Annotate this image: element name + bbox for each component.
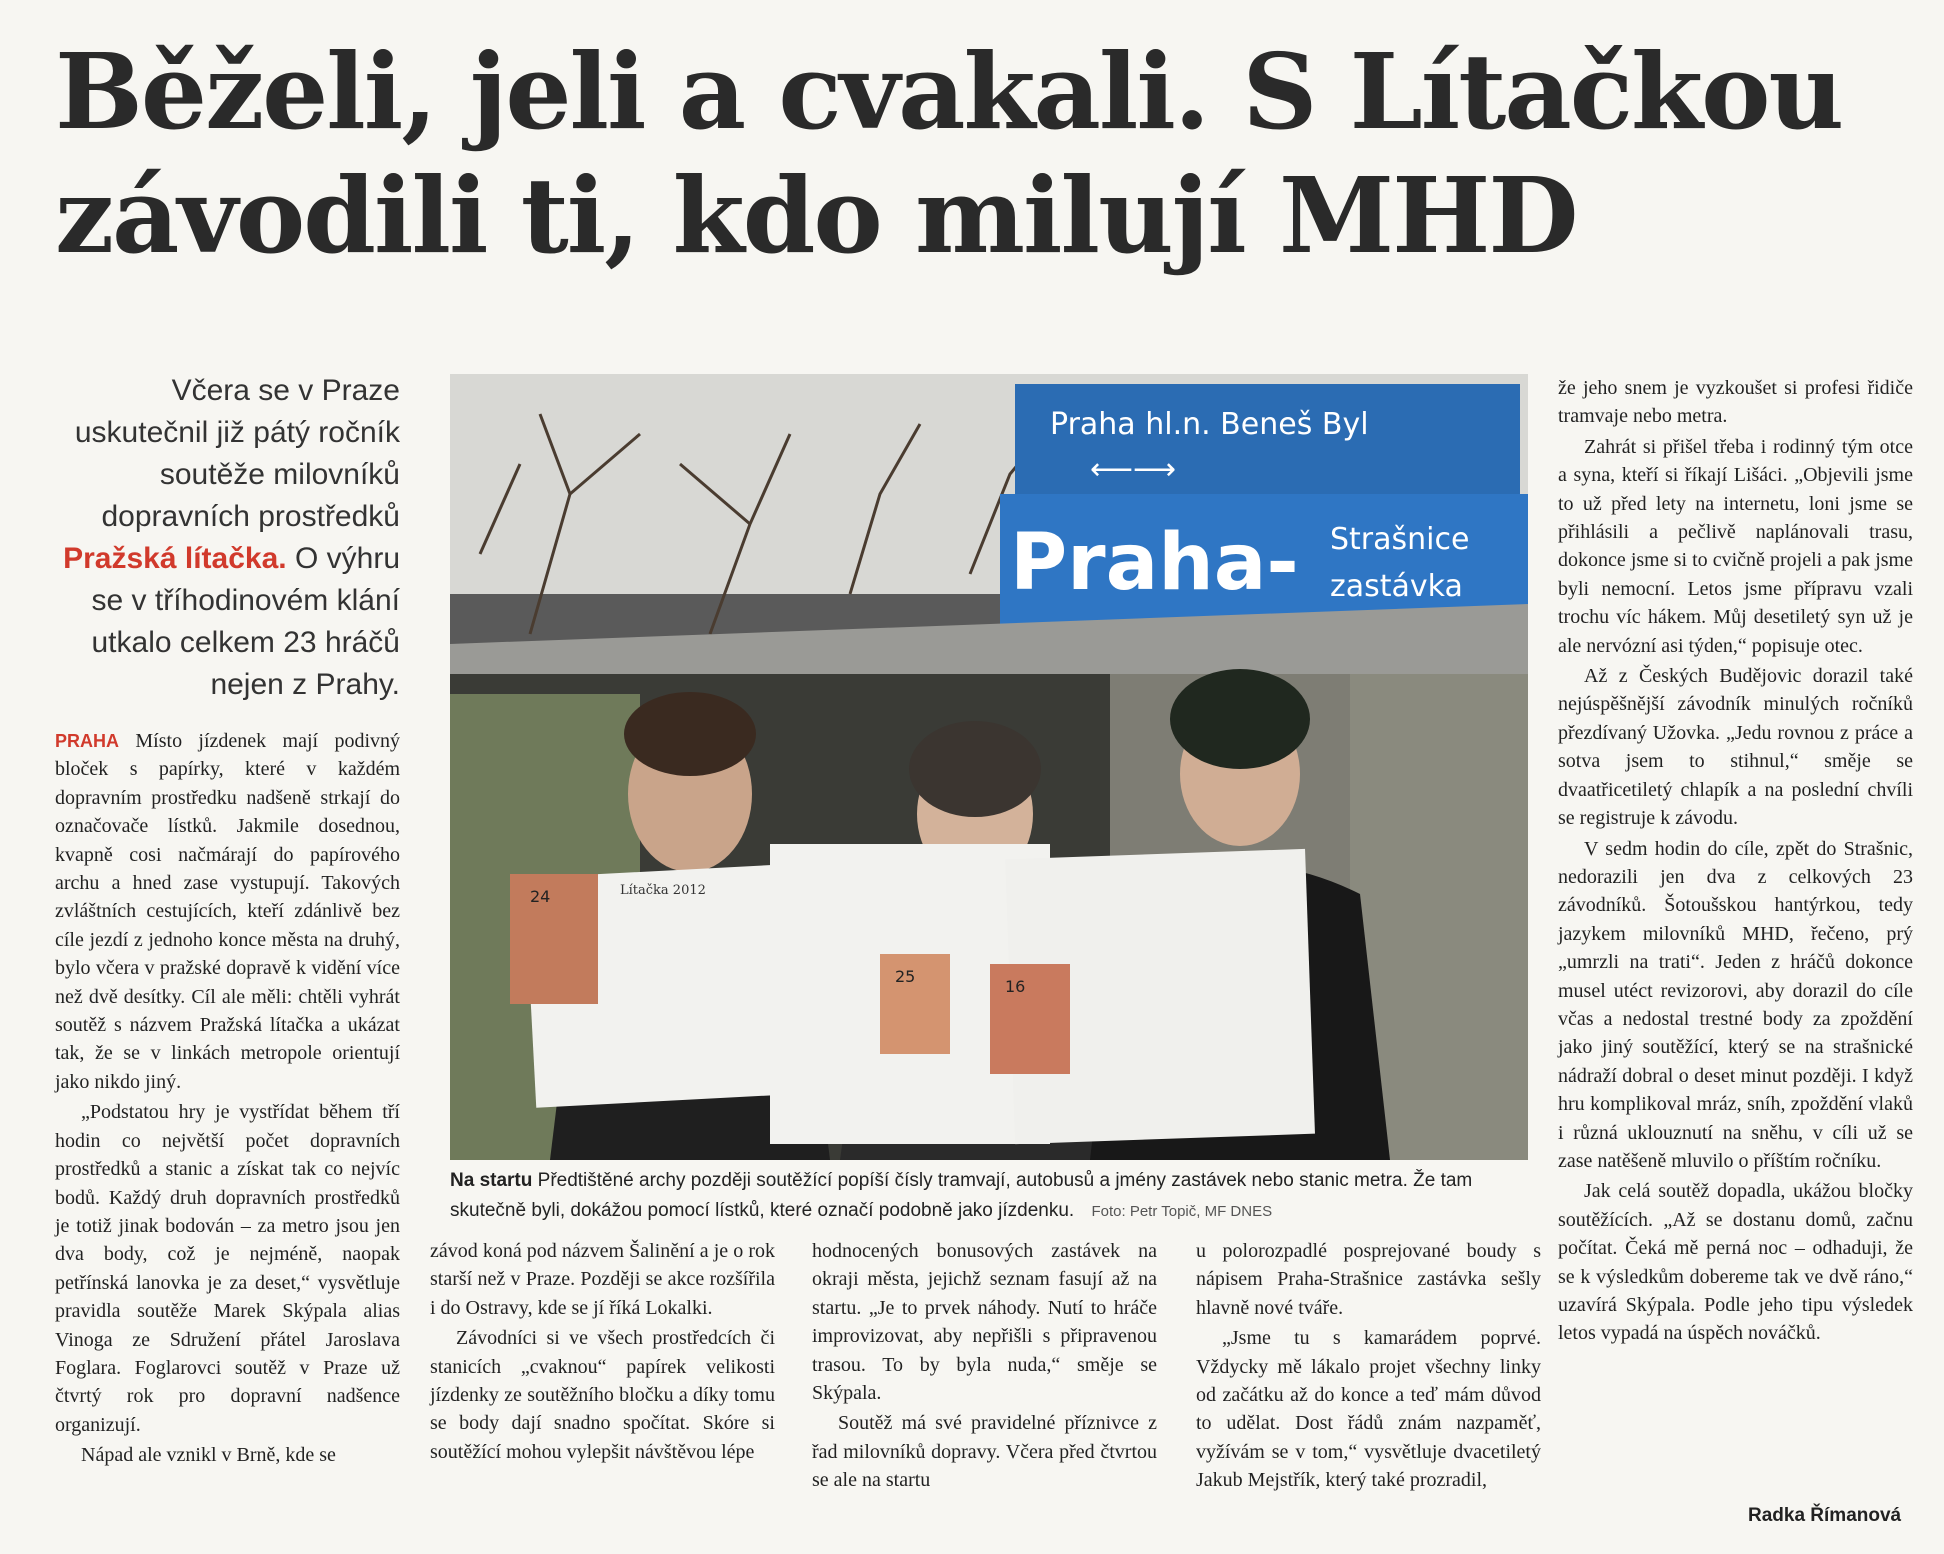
svg-text:Lítačka 2012: Lítačka 2012 — [620, 883, 706, 898]
paragraph: „Podstatou hry je vystřídat během tří hodin co největší počet dopravních prostředků a stanic a získat tak co nejvíc bodů. Každý druh dopravních prostředků je totiž jinak bodován – za metro jsou jen dva body, což je nejméně, naopak petřínská lanovka je za deset,“ vysvětluje pravidla soutěže Marek Skýpala alias Vinoga ze Sdružení přátel Jaroslava Foglara. Foglarovci soutěž v Praze už čtvrtý rok pro dopravní nadšence organizují. — [55, 1101, 400, 1436]
photo-caption — [450, 1166, 1528, 1227]
ticket-right — [990, 964, 1070, 1074]
svg-text:Strašnice: Strašnice — [1330, 522, 1470, 557]
photo-credit: Foto: Petr Topič, MF DNES — [1091, 1203, 1273, 1220]
svg-text:24: 24 — [530, 887, 551, 906]
paragraph: že jeho snem je vyzkoušet si profesi řidiče tramvaje nebo metra. — [1558, 377, 1913, 428]
caption-text: Předtištěné archy později soutěžící popíší čísly tramvají, autobusů a jmény zastávek nebo stanic metra. Že tam skutečně byli, dokážou pomocí lístků, které označí podobně jako jízdenku. — [450, 1170, 1473, 1221]
headline-line-1: Běželi, jeli a cvakali. S Lítačkou — [55, 30, 1843, 153]
paragraph: u polorozpadlé posprejované boudy s nápisem Praha-Strašnice zastávka sešly hlavně nové tváře. — [1196, 1240, 1541, 1319]
lead-text-1: Včera se v Praze uskutečnil již pátý ročník soutěže milovníků dopravních prostředků — [74, 374, 400, 533]
ticket-left — [510, 874, 598, 1004]
paragraph: V sedm hodin do cíle, zpět do Strašnic, nedorazili jen dva z celkových 23 závodníků. Šotoušskou hantýrkou, tedy jazykem milovníků MHD, řečeno, prý „umrzli na trati“. Jeden z hráčů dokonce musel utéct revizorovi, aby dorazil do cíle včas a nedostal trestné body za zpoždění jako jiný soutěžící, který se na strašnické nádraží dobral o deset minut později. I když hru komplikoval mráz, sníh, zpoždění vlaků i různá uklouznutí na sněhu, v cíli už se zase natěšeně mluvilo o příštím ročníku. — [1558, 837, 1913, 1172]
author-signature: Radka Římanová — [1748, 1505, 1902, 1526]
paragraph: Zahrát si přišel třeba i rodinný tým otce a syna, kteří si říkají Lišáci. „Objevili jsme to už před lety na internetu, loni jsme se přihlásili a pečlivě naplánovali trasu, dokonce jsme si to cvičně projeli a pak jsme byli nemocní. Letos jsme přípravu vzali trochu víc hákem. Můj desetiletý syn už je ale nervózní asi týden,“ popisuje otec. — [1558, 435, 1913, 657]
article-column-3 — [812, 1237, 1157, 1497]
paragraph: PRAHA Místo jízdenek mají podivný bloček s papírky, které v každém dopravním prostředku nadšeně strkají do označovače lístků. Jakmile dosednou, kvapně cosi načmárají do papírového archu a hned zase vystupují. Takových zvláštních cestujících, kteří zdánlivě bez cíle jezdí z jednoho konce města na druhý, bylo včera v pražské dopravě k vidění více než dvě desítky. Cíl ale měli: chtěli vyhrát soutěž s názvem Pražská lítačka a ukázat tak, že se v linkách metropole orientují jako nikdo jiný. — [55, 730, 401, 1093]
sign-lower-text: Praha- — [1010, 518, 1299, 608]
headline — [55, 30, 1905, 278]
svg-text:16: 16 — [1005, 977, 1026, 996]
article-column-2 — [430, 1237, 775, 1468]
svg-text:⟵⟶: ⟵⟶ — [1090, 452, 1177, 487]
lead-highlight: Pražská lítačka. — [63, 542, 287, 575]
paragraph: Soutěž má své pravidelné příznivce z řad milovníků dopravy. Včera před čtvrtou se ale na startu — [812, 1412, 1157, 1492]
paragraph: Závodníci si ve všech prostředcích či stanicích „cvaknou“ papírek velikosti jízdenky ze soutěžního bločku a díky tomu se body dají snadno spočítat. Skóre si soutěžící mohou vylepšit návštěvou lépe — [430, 1327, 775, 1463]
sign-upper-text: Praha hl.n. Beneš Byl — [1050, 407, 1369, 442]
article-column-5 — [1558, 374, 1913, 1350]
svg-text:25: 25 — [895, 967, 916, 986]
paragraph: Až z Českých Budějovic dorazil také nejúspěšnější závodník minulých ročníků přezdívaný Užovka. „Jedu rovnou z práce a sotva jsem to stihnul,“ směje se dvaatřicetiletý chlapík a na poslední chvíli se registruje k závodu. — [1558, 665, 1913, 830]
dateline: PRAHA — [55, 731, 120, 751]
paragraph: závod koná pod názvem Šalinění a je o rok starší než v Praze. Později se akce rozšířila i do Ostravy, kde se jí říká Lokalki. — [430, 1240, 775, 1319]
article-column-1 — [55, 727, 400, 1472]
score-sheet-right — [990, 849, 1315, 1144]
lead-text-2: O výhru se v tříhodinovém klání utkalo celkem 23 hráčů nejen z Prahy. — [91, 542, 400, 701]
article-column-4 — [1196, 1237, 1541, 1497]
paragraph: Jak celá soutěž dopadla, ukážou bločky soutěžících. „Až se dostanu domů, začnu počítat. Čeká mě perná noc – odhaduji, že se k výsledkům dobereme tak ve dvě ráno,“ uzavírá Skýpala. Podle jeho tipu výsledek letos vypadá na úspěch nováčků. — [1558, 1180, 1913, 1345]
shelter-roof — [450, 604, 1528, 674]
article-photo — [450, 374, 1528, 1160]
lead-paragraph — [50, 370, 400, 706]
paragraph: „Jsme tu s kamarádem poprvé. Vždycky mě lákalo projet všechny linky od začátku až do konce a teď mám důvod to udělat. Dost řádů znám nazpaměť, vyžívám se v tom,“ vysvětluje dvacetiletý Jakub Mejstřík, který také prozradil, — [1196, 1327, 1541, 1492]
paragraph: hodnocených bonusových zastávek na okraji města, jejichž seznam fasují až na startu. „Je to prvek náhody. Nutí to hráče improvizovat, aby nepřišli s připravenou trasou. To by byla nuda,“ směje se Skýpala. — [812, 1240, 1157, 1405]
svg-text:zastávka: zastávka — [1330, 569, 1463, 604]
paragraph: Nápad ale vznikl v Brně, kde se — [81, 1444, 336, 1467]
photo-illustration — [450, 374, 1528, 1160]
caption-lead: Na startu — [450, 1170, 533, 1191]
headline-line-2: závodili ti, kdo milují MHD — [55, 154, 1577, 277]
